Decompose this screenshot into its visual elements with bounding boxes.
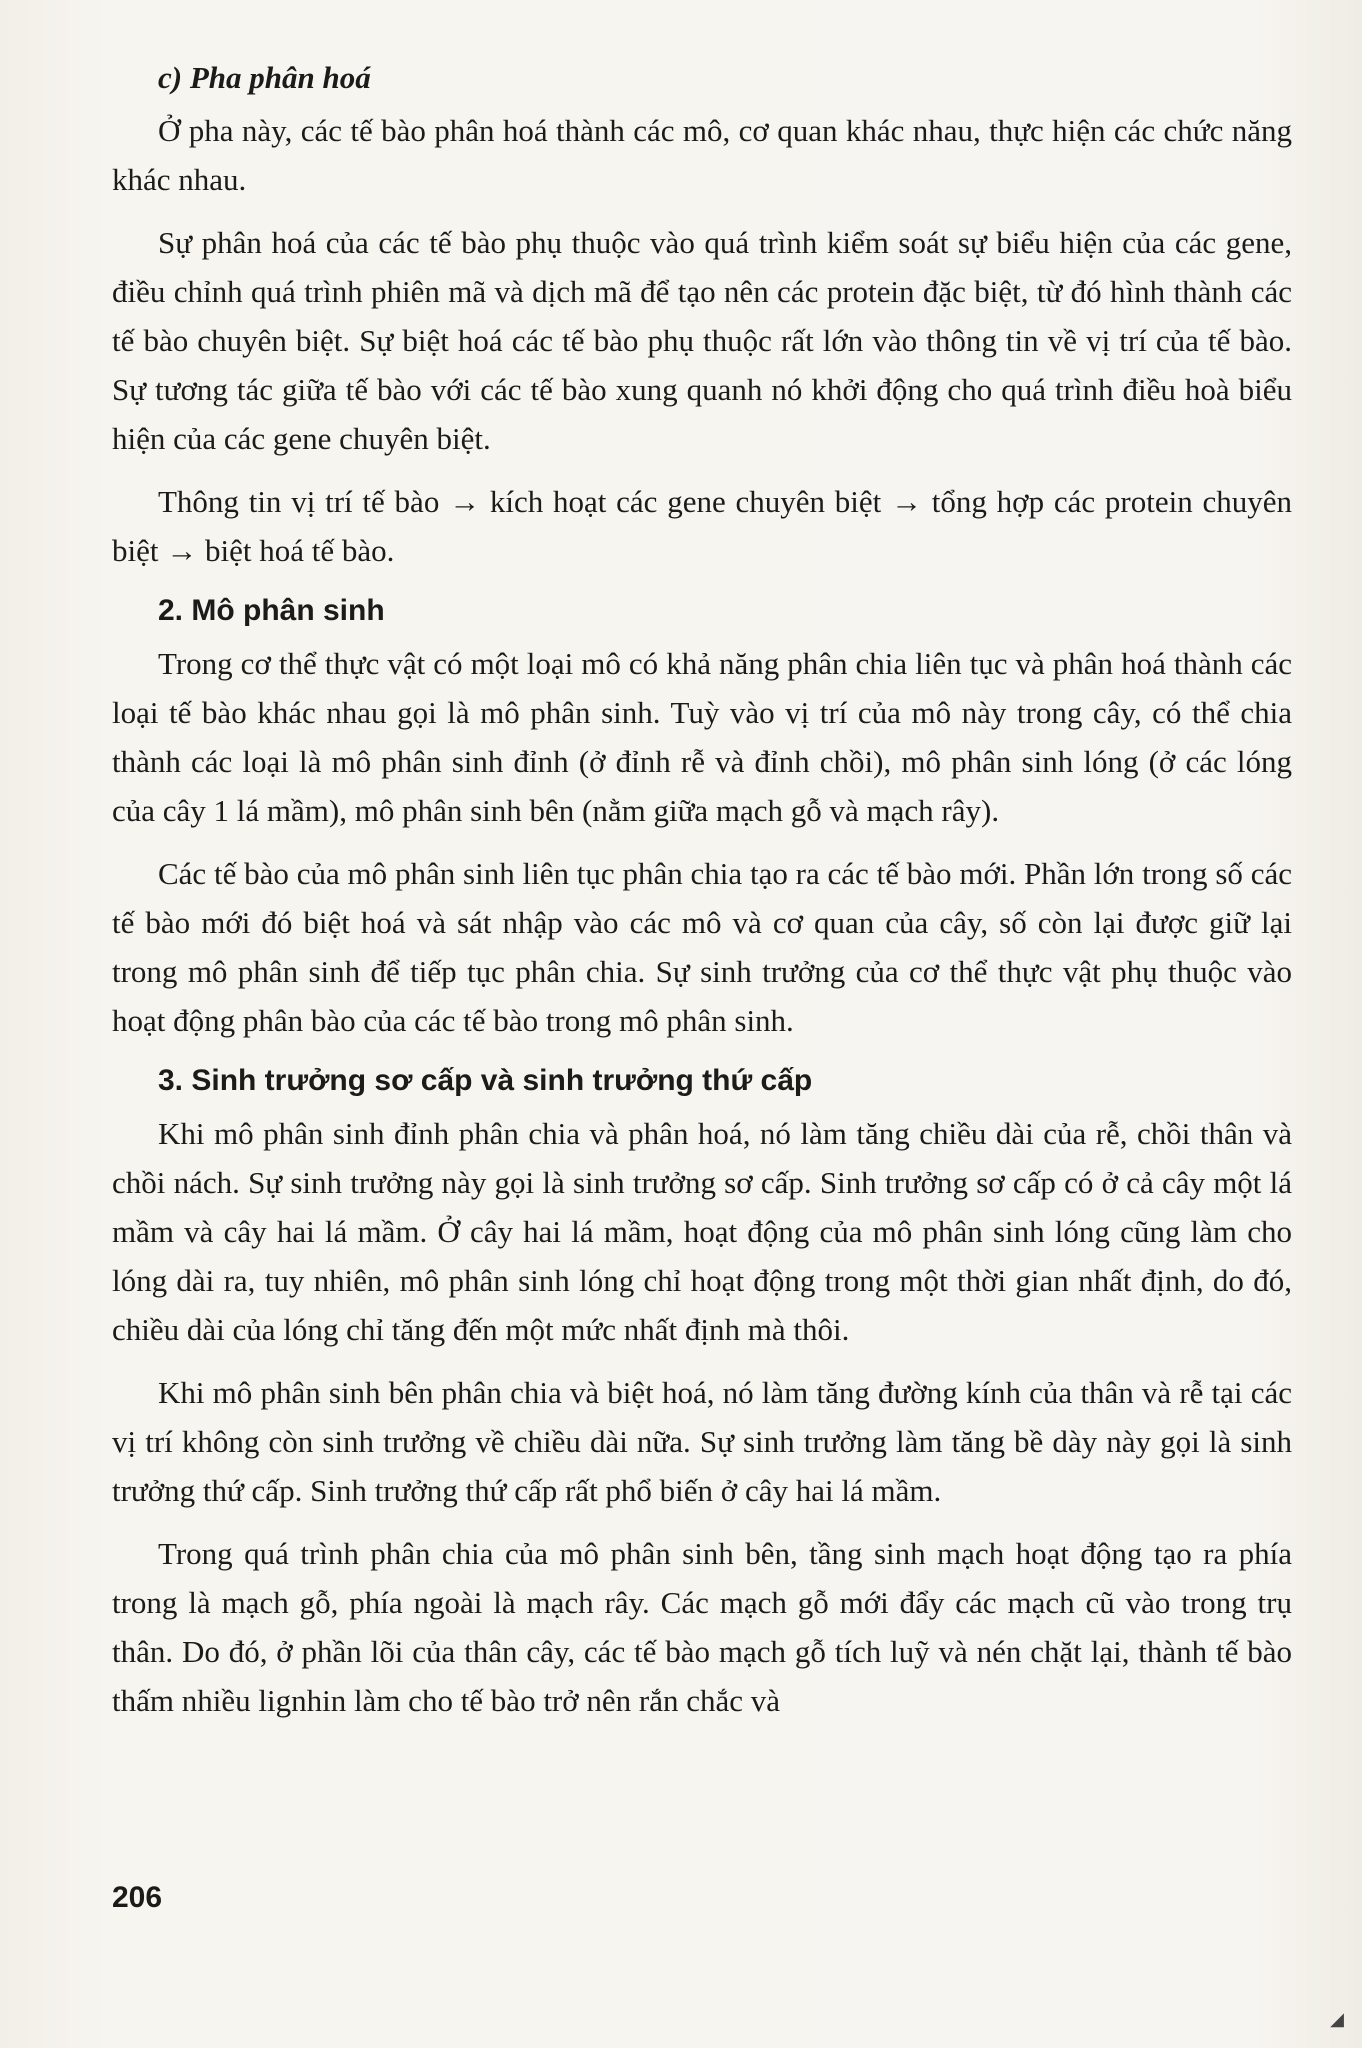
heading-mo-phan-sinh: 2. Mô phân sinh: [158, 594, 385, 627]
heading-sinh-truong: 3. Sinh trưởng sơ cấp và sinh trưởng thứ cấp: [158, 1064, 813, 1097]
paragraph: Khi mô phân sinh bên phân chia và biệt hoá, nó làm tăng đường kính của thân và rễ tại các vị trí không còn sinh trưởng về chiều dài nữa. Sự sinh trưởng làm tăng bề dày này gọi là sinh trưởng thứ cấp. Sinh trưởng thứ cấp rất phổ biến ở cây hai lá mầm.: [112, 1375, 1292, 1508]
paragraph: Trong cơ thể thực vật có một loại mô có khả năng phân chia liên tục và phân hoá thành các loại tế bào khác nhau gọi là mô phân sinh. Tuỳ vào vị trí của mô này trong cây, có thể chia thành các loại là mô phân sinh đỉnh (ở đỉnh rễ và đỉnh chồi), mô phân sinh lóng (ở các lóng của cây 1 lá mầm), mô phân sinh bên (nằm giữa mạch gỗ và mạch rây).: [112, 646, 1292, 828]
heading-pha-phan-hoa: c) Pha phân hoá: [158, 60, 371, 95]
page-number: 206: [112, 1881, 163, 1914]
corner-mark-icon: ◢: [1330, 2009, 1344, 2029]
paragraph: Thông tin vị trí tế bào → kích hoạt các gene chuyên biệt → tổng hợp các protein chuyên biệt → biệt hoá tế bào.: [112, 484, 1292, 568]
paragraph: Trong quá trình phân chia của mô phân sinh bên, tầng sinh mạch hoạt động tạo ra phía trong là mạch gỗ, phía ngoài là mạch rây. Các mạch gỗ mới đẩy các mạch cũ vào trong trụ thân. Do đó, ở phần lõi của thân cây, các tế bào mạch gỗ tích luỹ và nén chặt lại, thành tế bào thấm nhiều lignhin làm cho tế bào trở nên rắn chắc và: [112, 1536, 1292, 1718]
paragraph: Các tế bào của mô phân sinh liên tục phân chia tạo ra các tế bào mới. Phần lớn trong số các tế bào mới đó biệt hoá và sát nhập vào các mô và cơ quan của cây, số còn lại được giữ lại trong mô phân sinh để tiếp tục phân chia. Sự sinh trưởng của cơ thể thực vật phụ thuộc vào hoạt động phân bào của các tế bào trong mô phân sinh.: [112, 856, 1292, 1038]
paragraph: Ở pha này, các tế bào phân hoá thành các mô, cơ quan khác nhau, thực hiện các chức năng khác nhau.: [112, 113, 1292, 197]
page-content: [112, 56, 1292, 1725]
paragraph: Khi mô phân sinh đỉnh phân chia và phân hoá, nó làm tăng chiều dài của rễ, chồi thân và chồi nách. Sự sinh trưởng này gọi là sinh trưởng sơ cấp. Sinh trưởng sơ cấp có ở cả cây một lá mầm và cây hai lá mầm. Ở cây hai lá mầm, hoạt động của mô phân sinh lóng cũng làm cho lóng dài ra, tuy nhiên, mô phân sinh lóng chỉ hoạt động trong một thời gian nhất định, do đó, chiều dài của lóng chỉ tăng đến một mức nhất định mà thôi.: [112, 1116, 1292, 1347]
paragraph: Sự phân hoá của các tế bào phụ thuộc vào quá trình kiểm soát sự biểu hiện của các gene, điều chỉnh quá trình phiên mã và dịch mã để tạo nên các protein đặc biệt, từ đó hình thành các tế bào chuyên biệt. Sự biệt hoá các tế bào phụ thuộc rất lớn vào thông tin về vị trí của tế bào. Sự tương tác giữa tế bào với các tế bào xung quanh nó khởi động cho quá trình điều hoà biểu hiện của các gene chuyên biệt.: [112, 225, 1292, 456]
